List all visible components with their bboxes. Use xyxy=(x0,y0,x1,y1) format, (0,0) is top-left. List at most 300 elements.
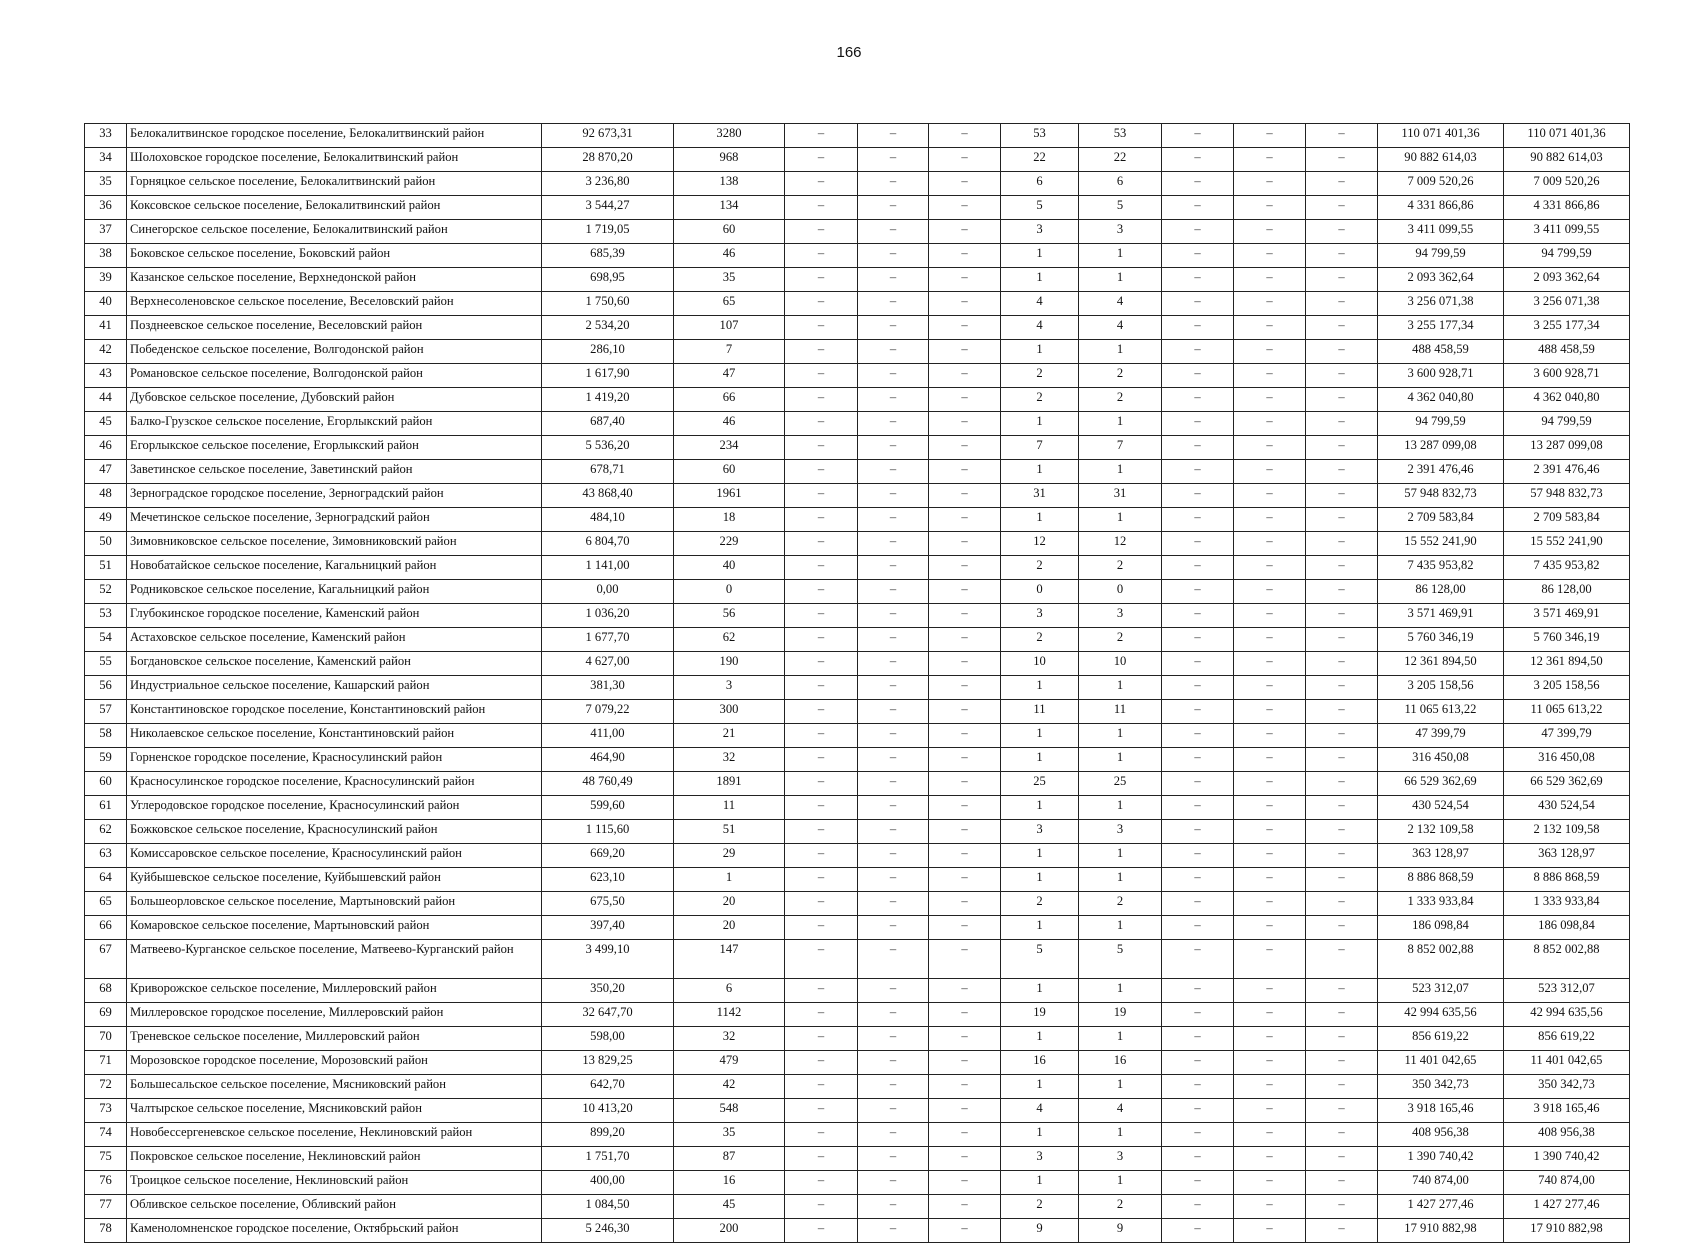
table-row xyxy=(85,268,1630,292)
col5-cell: – xyxy=(785,676,858,700)
col10-cell: – xyxy=(1162,1171,1234,1195)
col7-cell: – xyxy=(929,1123,1001,1147)
area-cell: 28 870,20 xyxy=(542,148,674,172)
amount-cell: 94 799,59 xyxy=(1378,244,1504,268)
col11-cell: – xyxy=(1234,1051,1306,1075)
col8-cell: 1 xyxy=(1001,508,1079,532)
col6-cell: – xyxy=(858,1003,929,1027)
col8-cell: 2 xyxy=(1001,1195,1079,1219)
col6-cell: – xyxy=(858,1051,929,1075)
col9-cell: 1 xyxy=(1079,1027,1162,1051)
amount-cell: 2 391 476,46 xyxy=(1378,460,1504,484)
total-amount-cell: 42 994 635,56 xyxy=(1504,1003,1630,1027)
col5-cell: – xyxy=(785,580,858,604)
col5-cell: – xyxy=(785,1003,858,1027)
row-number-cell: 42 xyxy=(85,340,127,364)
col10-cell: – xyxy=(1162,244,1234,268)
col9-cell: 6 xyxy=(1079,172,1162,196)
col8-cell: 2 xyxy=(1001,556,1079,580)
col10-cell: – xyxy=(1162,364,1234,388)
col11-cell: – xyxy=(1234,676,1306,700)
col8-cell: 0 xyxy=(1001,580,1079,604)
count-cell: 1961 xyxy=(674,484,785,508)
table-row xyxy=(85,979,1630,1003)
col12-cell: – xyxy=(1306,628,1378,652)
col9-cell: 1 xyxy=(1079,844,1162,868)
col12-cell: – xyxy=(1306,1219,1378,1243)
col5-cell: – xyxy=(785,412,858,436)
col7-cell: – xyxy=(929,364,1001,388)
col7-cell: – xyxy=(929,868,1001,892)
row-number-cell: 48 xyxy=(85,484,127,508)
table-row xyxy=(85,244,1630,268)
area-cell: 7 079,22 xyxy=(542,700,674,724)
col8-cell: 1 xyxy=(1001,676,1079,700)
col5-cell: – xyxy=(785,388,858,412)
row-number-cell: 37 xyxy=(85,220,127,244)
amount-cell: 408 956,38 xyxy=(1378,1123,1504,1147)
total-amount-cell: 94 799,59 xyxy=(1504,244,1630,268)
area-cell: 92 673,31 xyxy=(542,124,674,148)
amount-cell: 5 760 346,19 xyxy=(1378,628,1504,652)
col5-cell: – xyxy=(785,124,858,148)
table-row xyxy=(85,868,1630,892)
amount-cell: 3 256 071,38 xyxy=(1378,292,1504,316)
col6-cell: – xyxy=(858,508,929,532)
count-cell: 32 xyxy=(674,748,785,772)
settlement-name-cell: Синегорское сельское поселение, Белокалитвинский район xyxy=(127,220,542,244)
col10-cell: – xyxy=(1162,340,1234,364)
amount-cell: 2 093 362,64 xyxy=(1378,268,1504,292)
col6-cell: – xyxy=(858,676,929,700)
col7-cell: – xyxy=(929,196,1001,220)
total-amount-cell: 86 128,00 xyxy=(1504,580,1630,604)
col7-cell: – xyxy=(929,1219,1001,1243)
area-cell: 1 115,60 xyxy=(542,820,674,844)
col7-cell: – xyxy=(929,556,1001,580)
settlement-name-cell: Каменоломненское городское поселение, Октябрьский район xyxy=(127,1219,542,1243)
count-cell: 66 xyxy=(674,388,785,412)
settlement-name-cell: Горненское городское поселение, Красносулинский район xyxy=(127,748,542,772)
area-cell: 32 647,70 xyxy=(542,1003,674,1027)
col10-cell: – xyxy=(1162,1099,1234,1123)
col7-cell: – xyxy=(929,412,1001,436)
settlement-name-cell: Троицкое сельское поселение, Неклиновский район xyxy=(127,1171,542,1195)
col8-cell: 3 xyxy=(1001,604,1079,628)
total-amount-cell: 17 910 882,98 xyxy=(1504,1219,1630,1243)
total-amount-cell: 3 411 099,55 xyxy=(1504,220,1630,244)
col6-cell: – xyxy=(858,460,929,484)
area-cell: 13 829,25 xyxy=(542,1051,674,1075)
row-number-cell: 65 xyxy=(85,892,127,916)
count-cell: 300 xyxy=(674,700,785,724)
col11-cell: – xyxy=(1234,244,1306,268)
settlement-name-cell: Астаховское сельское поселение, Каменский район xyxy=(127,628,542,652)
table-row xyxy=(85,532,1630,556)
table-row xyxy=(85,1075,1630,1099)
col9-cell: 1 xyxy=(1079,1123,1162,1147)
col9-cell: 1 xyxy=(1079,979,1162,1003)
amount-cell: 488 458,59 xyxy=(1378,340,1504,364)
area-cell: 1 084,50 xyxy=(542,1195,674,1219)
row-number-cell: 34 xyxy=(85,148,127,172)
total-amount-cell: 4 331 866,86 xyxy=(1504,196,1630,220)
col7-cell: – xyxy=(929,979,1001,1003)
settlement-name-cell: Шолоховское городское поселение, Белокалитвинский район xyxy=(127,148,542,172)
total-amount-cell: 1 390 740,42 xyxy=(1504,1147,1630,1171)
area-cell: 669,20 xyxy=(542,844,674,868)
row-number-cell: 69 xyxy=(85,1003,127,1027)
total-amount-cell: 8 886 868,59 xyxy=(1504,868,1630,892)
count-cell: 87 xyxy=(674,1147,785,1171)
settlement-name-cell: Богдановское сельское поселение, Каменский район xyxy=(127,652,542,676)
col12-cell: – xyxy=(1306,1099,1378,1123)
row-number-cell: 46 xyxy=(85,436,127,460)
col8-cell: 1 xyxy=(1001,844,1079,868)
row-number-cell: 75 xyxy=(85,1147,127,1171)
col7-cell: – xyxy=(929,940,1001,979)
row-number-cell: 74 xyxy=(85,1123,127,1147)
col11-cell: – xyxy=(1234,484,1306,508)
total-amount-cell: 2 132 109,58 xyxy=(1504,820,1630,844)
settlement-name-cell: Зерноградское городское поселение, Зерноградский район xyxy=(127,484,542,508)
col11-cell: – xyxy=(1234,748,1306,772)
amount-cell: 856 619,22 xyxy=(1378,1027,1504,1051)
settlement-name-cell: Боковское сельское поселение, Боковский район xyxy=(127,244,542,268)
col5-cell: – xyxy=(785,724,858,748)
area-cell: 698,95 xyxy=(542,268,674,292)
table-row xyxy=(85,172,1630,196)
col6-cell: – xyxy=(858,820,929,844)
col7-cell: – xyxy=(929,724,1001,748)
col9-cell: 1 xyxy=(1079,1075,1162,1099)
row-number-cell: 50 xyxy=(85,532,127,556)
col11-cell: – xyxy=(1234,388,1306,412)
amount-cell: 430 524,54 xyxy=(1378,796,1504,820)
area-cell: 48 760,49 xyxy=(542,772,674,796)
col6-cell: – xyxy=(858,1027,929,1051)
settlement-name-cell: Зимовниковское сельское поселение, Зимовниковский район xyxy=(127,532,542,556)
total-amount-cell: 57 948 832,73 xyxy=(1504,484,1630,508)
col9-cell: 1 xyxy=(1079,340,1162,364)
col11-cell: – xyxy=(1234,700,1306,724)
col5-cell: – xyxy=(785,460,858,484)
row-number-cell: 72 xyxy=(85,1075,127,1099)
col10-cell: – xyxy=(1162,196,1234,220)
col9-cell: 22 xyxy=(1079,148,1162,172)
total-amount-cell: 3 256 071,38 xyxy=(1504,292,1630,316)
col7-cell: – xyxy=(929,484,1001,508)
col11-cell: – xyxy=(1234,604,1306,628)
col5-cell: – xyxy=(785,172,858,196)
settlement-name-cell: Новобатайское сельское поселение, Кагальницкий район xyxy=(127,556,542,580)
count-cell: 479 xyxy=(674,1051,785,1075)
settlement-name-cell: Куйбышевское сельское поселение, Куйбышевский район xyxy=(127,868,542,892)
col6-cell: – xyxy=(858,364,929,388)
col7-cell: – xyxy=(929,796,1001,820)
count-cell: 42 xyxy=(674,1075,785,1099)
col7-cell: – xyxy=(929,1195,1001,1219)
col8-cell: 19 xyxy=(1001,1003,1079,1027)
col7-cell: – xyxy=(929,268,1001,292)
col12-cell: – xyxy=(1306,556,1378,580)
col10-cell: – xyxy=(1162,844,1234,868)
col5-cell: – xyxy=(785,1075,858,1099)
col6-cell: – xyxy=(858,1171,929,1195)
row-number-cell: 78 xyxy=(85,1219,127,1243)
settlement-name-cell: Большеорловское сельское поселение, Мартыновский район xyxy=(127,892,542,916)
col12-cell: – xyxy=(1306,244,1378,268)
count-cell: 1142 xyxy=(674,1003,785,1027)
area-cell: 0,00 xyxy=(542,580,674,604)
row-number-cell: 39 xyxy=(85,268,127,292)
table-row xyxy=(85,1219,1630,1243)
amount-cell: 4 362 040,80 xyxy=(1378,388,1504,412)
col7-cell: – xyxy=(929,820,1001,844)
count-cell: 968 xyxy=(674,148,785,172)
settlement-name-cell: Романовское сельское поселение, Волгодонской район xyxy=(127,364,542,388)
col8-cell: 1 xyxy=(1001,340,1079,364)
table-row xyxy=(85,484,1630,508)
table-row xyxy=(85,724,1630,748)
col12-cell: – xyxy=(1306,220,1378,244)
col10-cell: – xyxy=(1162,508,1234,532)
row-number-cell: 63 xyxy=(85,844,127,868)
table-row xyxy=(85,1195,1630,1219)
count-cell: 65 xyxy=(674,292,785,316)
total-amount-cell: 1 333 933,84 xyxy=(1504,892,1630,916)
area-cell: 642,70 xyxy=(542,1075,674,1099)
amount-cell: 3 918 165,46 xyxy=(1378,1099,1504,1123)
col5-cell: – xyxy=(785,820,858,844)
col10-cell: – xyxy=(1162,556,1234,580)
settlement-name-cell: Красносулинское городское поселение, Красносулинский район xyxy=(127,772,542,796)
settlement-name-cell: Победенское сельское поселение, Волгодонской район xyxy=(127,340,542,364)
col11-cell: – xyxy=(1234,1099,1306,1123)
col8-cell: 16 xyxy=(1001,1051,1079,1075)
col10-cell: – xyxy=(1162,124,1234,148)
col10-cell: – xyxy=(1162,532,1234,556)
col9-cell: 3 xyxy=(1079,604,1162,628)
settlement-name-cell: Матвеево-Курганское сельское поселение, Матвеево-Курганский район xyxy=(127,940,542,979)
col8-cell: 31 xyxy=(1001,484,1079,508)
table-row xyxy=(85,772,1630,796)
col12-cell: – xyxy=(1306,1027,1378,1051)
row-number-cell: 64 xyxy=(85,868,127,892)
col5-cell: – xyxy=(785,1099,858,1123)
settlement-name-cell: Миллеровское городское поселение, Миллеровский район xyxy=(127,1003,542,1027)
settlement-name-cell: Горняцкое сельское поселение, Белокалитвинский район xyxy=(127,172,542,196)
table-row xyxy=(85,388,1630,412)
col7-cell: – xyxy=(929,580,1001,604)
col12-cell: – xyxy=(1306,508,1378,532)
col9-cell: 3 xyxy=(1079,220,1162,244)
row-number-cell: 67 xyxy=(85,940,127,979)
row-number-cell: 51 xyxy=(85,556,127,580)
count-cell: 6 xyxy=(674,979,785,1003)
amount-cell: 523 312,07 xyxy=(1378,979,1504,1003)
area-cell: 484,10 xyxy=(542,508,674,532)
row-number-cell: 59 xyxy=(85,748,127,772)
col8-cell: 22 xyxy=(1001,148,1079,172)
col9-cell: 1 xyxy=(1079,796,1162,820)
col10-cell: – xyxy=(1162,700,1234,724)
col6-cell: – xyxy=(858,628,929,652)
col10-cell: – xyxy=(1162,652,1234,676)
col5-cell: – xyxy=(785,340,858,364)
col11-cell: – xyxy=(1234,1195,1306,1219)
total-amount-cell: 408 956,38 xyxy=(1504,1123,1630,1147)
count-cell: 1 xyxy=(674,868,785,892)
table-row xyxy=(85,1171,1630,1195)
col10-cell: – xyxy=(1162,940,1234,979)
table-row xyxy=(85,580,1630,604)
row-number-cell: 68 xyxy=(85,979,127,1003)
col10-cell: – xyxy=(1162,892,1234,916)
col12-cell: – xyxy=(1306,196,1378,220)
count-cell: 138 xyxy=(674,172,785,196)
col9-cell: 5 xyxy=(1079,196,1162,220)
table-row xyxy=(85,436,1630,460)
total-amount-cell: 740 874,00 xyxy=(1504,1171,1630,1195)
count-cell: 20 xyxy=(674,892,785,916)
col11-cell: – xyxy=(1234,796,1306,820)
col6-cell: – xyxy=(858,1219,929,1243)
col6-cell: – xyxy=(858,124,929,148)
amount-cell: 7 009 520,26 xyxy=(1378,172,1504,196)
count-cell: 21 xyxy=(674,724,785,748)
col11-cell: – xyxy=(1234,220,1306,244)
settlement-name-cell: Николаевское сельское поселение, Константиновский район xyxy=(127,724,542,748)
total-amount-cell: 47 399,79 xyxy=(1504,724,1630,748)
col10-cell: – xyxy=(1162,484,1234,508)
area-cell: 3 544,27 xyxy=(542,196,674,220)
col8-cell: 1 xyxy=(1001,868,1079,892)
table-row xyxy=(85,652,1630,676)
count-cell: 51 xyxy=(674,820,785,844)
total-amount-cell: 4 362 040,80 xyxy=(1504,388,1630,412)
col5-cell: – xyxy=(785,940,858,979)
col12-cell: – xyxy=(1306,388,1378,412)
col10-cell: – xyxy=(1162,148,1234,172)
area-cell: 899,20 xyxy=(542,1123,674,1147)
settlement-name-cell: Углеродовское городское поселение, Красносулинский район xyxy=(127,796,542,820)
col7-cell: – xyxy=(929,172,1001,196)
col10-cell: – xyxy=(1162,388,1234,412)
col7-cell: – xyxy=(929,676,1001,700)
settlement-name-cell: Константиновское городское поселение, Константиновский район xyxy=(127,700,542,724)
col9-cell: 7 xyxy=(1079,436,1162,460)
col5-cell: – xyxy=(785,748,858,772)
amount-cell: 13 287 099,08 xyxy=(1378,436,1504,460)
col7-cell: – xyxy=(929,1075,1001,1099)
total-amount-cell: 13 287 099,08 xyxy=(1504,436,1630,460)
col11-cell: – xyxy=(1234,316,1306,340)
col8-cell: 1 xyxy=(1001,1075,1079,1099)
col7-cell: – xyxy=(929,1051,1001,1075)
col8-cell: 1 xyxy=(1001,748,1079,772)
area-cell: 381,30 xyxy=(542,676,674,700)
col11-cell: – xyxy=(1234,724,1306,748)
col6-cell: – xyxy=(858,748,929,772)
total-amount-cell: 94 799,59 xyxy=(1504,412,1630,436)
row-number-cell: 49 xyxy=(85,508,127,532)
col7-cell: – xyxy=(929,1027,1001,1051)
area-cell: 397,40 xyxy=(542,916,674,940)
area-cell: 411,00 xyxy=(542,724,674,748)
col6-cell: – xyxy=(858,700,929,724)
col12-cell: – xyxy=(1306,844,1378,868)
amount-cell: 90 882 614,03 xyxy=(1378,148,1504,172)
col6-cell: – xyxy=(858,556,929,580)
col11-cell: – xyxy=(1234,508,1306,532)
table-row xyxy=(85,628,1630,652)
col7-cell: – xyxy=(929,148,1001,172)
settlement-name-cell: Балко-Грузское сельское поселение, Егорлыкский район xyxy=(127,412,542,436)
count-cell: 20 xyxy=(674,916,785,940)
col6-cell: – xyxy=(858,772,929,796)
col8-cell: 6 xyxy=(1001,172,1079,196)
count-cell: 47 xyxy=(674,364,785,388)
col10-cell: – xyxy=(1162,580,1234,604)
col10-cell: – xyxy=(1162,292,1234,316)
col12-cell: – xyxy=(1306,724,1378,748)
col12-cell: – xyxy=(1306,868,1378,892)
col12-cell: – xyxy=(1306,1123,1378,1147)
col10-cell: – xyxy=(1162,772,1234,796)
area-cell: 1 617,90 xyxy=(542,364,674,388)
col7-cell: – xyxy=(929,700,1001,724)
col8-cell: 1 xyxy=(1001,268,1079,292)
col6-cell: – xyxy=(858,1147,929,1171)
table-row xyxy=(85,796,1630,820)
col12-cell: – xyxy=(1306,436,1378,460)
col12-cell: – xyxy=(1306,292,1378,316)
count-cell: 60 xyxy=(674,220,785,244)
col12-cell: – xyxy=(1306,316,1378,340)
total-amount-cell: 488 458,59 xyxy=(1504,340,1630,364)
col5-cell: – xyxy=(785,1051,858,1075)
amount-cell: 3 205 158,56 xyxy=(1378,676,1504,700)
count-cell: 134 xyxy=(674,196,785,220)
col6-cell: – xyxy=(858,172,929,196)
area-cell: 286,10 xyxy=(542,340,674,364)
count-cell: 18 xyxy=(674,508,785,532)
table-row xyxy=(85,316,1630,340)
col11-cell: – xyxy=(1234,556,1306,580)
amount-cell: 3 411 099,55 xyxy=(1378,220,1504,244)
col5-cell: – xyxy=(785,604,858,628)
col6-cell: – xyxy=(858,868,929,892)
total-amount-cell: 186 098,84 xyxy=(1504,916,1630,940)
settlement-name-cell: Чалтырское сельское поселение, Мясниковский район xyxy=(127,1099,542,1123)
count-cell: 56 xyxy=(674,604,785,628)
total-amount-cell: 2 709 583,84 xyxy=(1504,508,1630,532)
col8-cell: 2 xyxy=(1001,892,1079,916)
col10-cell: – xyxy=(1162,1075,1234,1099)
col10-cell: – xyxy=(1162,1219,1234,1243)
col11-cell: – xyxy=(1234,460,1306,484)
total-amount-cell: 7 435 953,82 xyxy=(1504,556,1630,580)
total-amount-cell: 110 071 401,36 xyxy=(1504,124,1630,148)
col9-cell: 53 xyxy=(1079,124,1162,148)
col6-cell: – xyxy=(858,724,929,748)
col6-cell: – xyxy=(858,979,929,1003)
total-amount-cell: 12 361 894,50 xyxy=(1504,652,1630,676)
table-row xyxy=(85,220,1630,244)
row-number-cell: 52 xyxy=(85,580,127,604)
col12-cell: – xyxy=(1306,604,1378,628)
